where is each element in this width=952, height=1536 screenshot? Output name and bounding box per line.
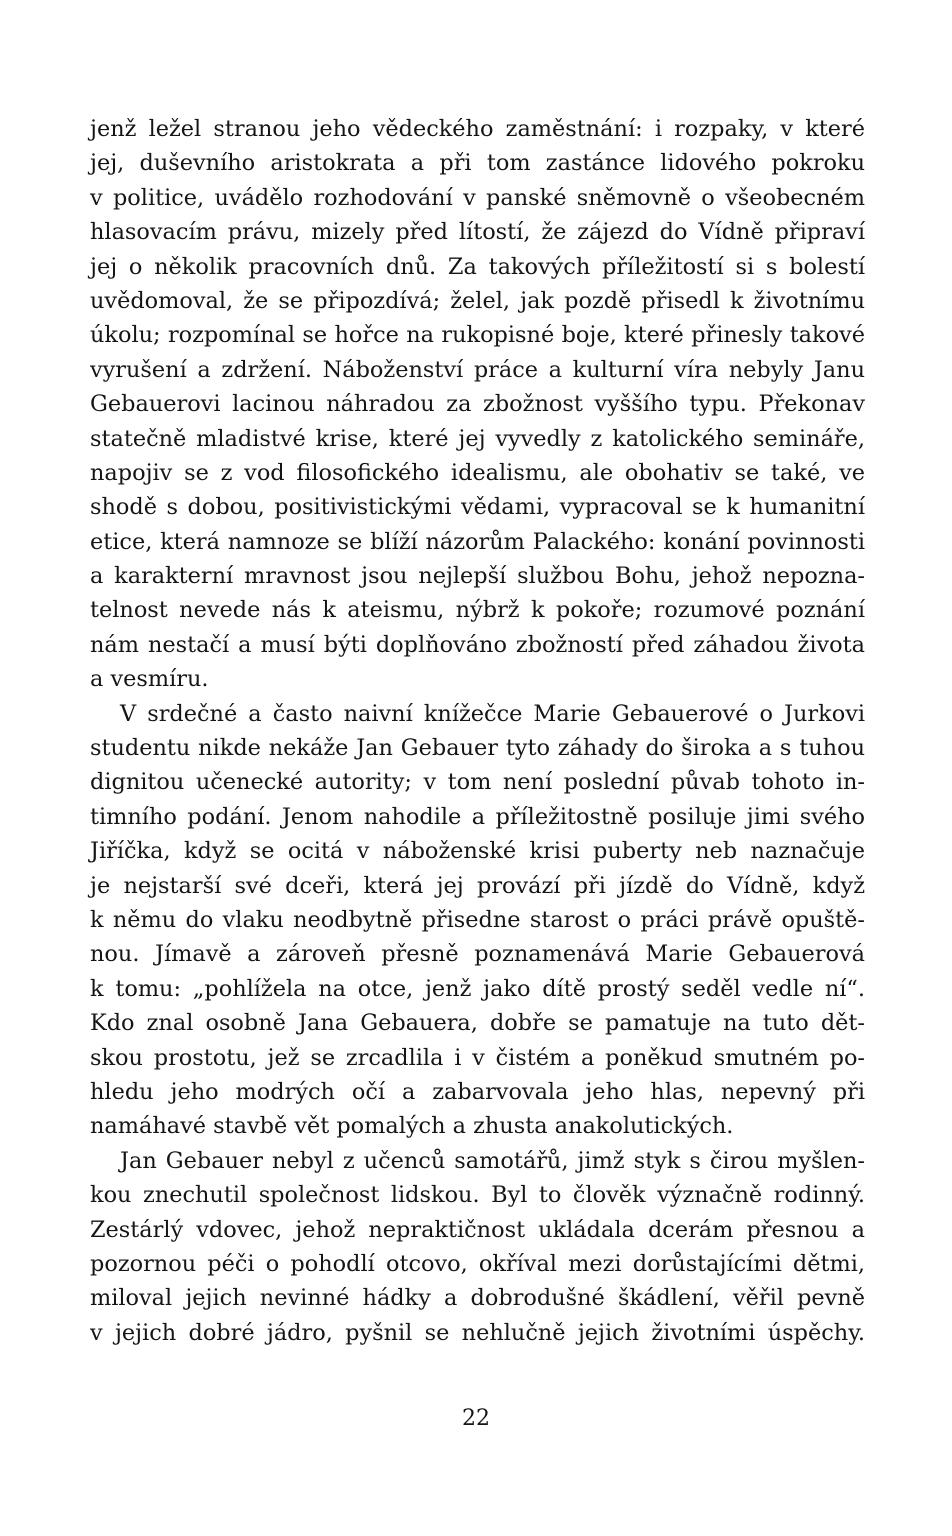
text-line: Zestárlý vdovec, jehož nepraktičnost ukládala dcerám přesnou a xyxy=(90,1216,865,1243)
text-line: v politice, uvádělo rozhodování v panské sněmovně o všeobecném xyxy=(90,184,865,211)
text-line: statečně mladistvé krise, které jej vyvedly z katolického semináře, xyxy=(90,425,865,452)
text-line: je nejstarší své dceři, která jej provází při jízdě do Vídně, když xyxy=(90,872,865,899)
text-line: skou prostotu, jež se zrcadlila i v čistém a poněkud smutném po- xyxy=(90,1044,865,1071)
text-line: uvědomoval, že se připozdívá; želel, jak pozdě přisedl k životnímu xyxy=(90,287,865,314)
text-line: vyrušení a zdržení. Náboženství práce a kulturní víra nebyly Janu xyxy=(90,356,865,383)
text-line: dignitou učenecké autority; v tom není poslední půvab tohoto in- xyxy=(90,769,865,796)
text-line: V srdečné a často naivní knížečce Marie Gebauerové o Jurkovi xyxy=(120,700,865,727)
text-line: telnost nevede nás k ateismu, nýbrž k pokoře; rozumové poznání xyxy=(90,597,865,624)
text-line: a karakterní mravnost jsou nejlepší službou Bohu, jehož nepozna- xyxy=(90,563,865,590)
text-line: Jan Gebauer nebyl z učenců samotářů, jimž styk s čirou myšlen- xyxy=(120,1147,865,1174)
text-line: studentu nikde nekáže Jan Gebauer tyto záhady do široka a s tuhou xyxy=(90,735,865,762)
text-line: k tomu: „pohlížela na otce, jenž jako dítě prostý seděl vedle ní“. xyxy=(90,975,865,1002)
text-line: jej o několik pracovních dnů. Za takových příležitostí si s bolestí xyxy=(90,253,865,280)
text-line: Gebauerovi lacinou náhradou za zbožnost vyššího typu. Překonav xyxy=(90,391,865,418)
text-line: Jiříčka, když se ocitá v náboženské krisi puberty neb naznačuje xyxy=(90,838,865,865)
body-text xyxy=(90,112,865,1350)
text-line: timního podání. Jenom nahodile a příležitostně posiluje jimi svého xyxy=(90,803,865,830)
text-line: v jejich dobré jádro, pyšnil se nehlučně jejich životními úspěchy. xyxy=(90,1319,865,1346)
text-line: namáhavé stavbě vět pomalých a zhusta anakolutických. xyxy=(90,1113,734,1140)
text-line: jej, duševního aristokrata a při tom zastánce lidového pokroku xyxy=(90,150,865,177)
text-line: kou znechutil společnost lidskou. Byl to člověk význačně rodinný. xyxy=(90,1182,865,1209)
text-line: shodě s dobou, positivistickými vědami, vypracoval se k humanitní xyxy=(90,494,865,521)
text-line: nám nestačí a musí býti doplňováno zbožností před záhadou života xyxy=(90,631,865,658)
text-line: etice, která namnoze se blíží názorům Palackého: konání povinnosti xyxy=(90,528,865,555)
text-line: úkolu; rozpomínal se hořce na rukopisné boje, které přinesly takové xyxy=(90,322,865,349)
text-line: hledu jeho modrých očí a zabarvovala jeho hlas, nepevný při xyxy=(90,1078,865,1105)
page-number: 22 xyxy=(462,1406,490,1431)
text-line: nou. Jímavě a zároveň přesně poznamenává Marie Gebauerová xyxy=(90,941,865,968)
text-line: Kdo znal osobně Jana Gebauera, dobře se pamatuje na tuto dět- xyxy=(90,1010,865,1037)
text-line: napojiv se z vod filosofického idealismu, ale obohativ se také, ve xyxy=(90,459,865,486)
text-line: k němu do vlaku neodbytně přisedne starost o práci právě opuště- xyxy=(90,906,865,933)
text-line: pozornou péči o pohodlí otcovo, okříval mezi dorůstajícími dětmi, xyxy=(90,1250,865,1277)
text-line: hlasovacím právu, mizely před lítostí, že zájezd do Vídně připraví xyxy=(90,219,865,246)
text-line: jenž ležel stranou jeho vědeckého zaměstnání: i rozpaky, v které xyxy=(90,116,865,142)
text-line: miloval jejich nevinné hádky a dobrodušné škádlení, věřil pevně xyxy=(90,1285,865,1312)
text-line: a vesmíru. xyxy=(90,666,209,693)
